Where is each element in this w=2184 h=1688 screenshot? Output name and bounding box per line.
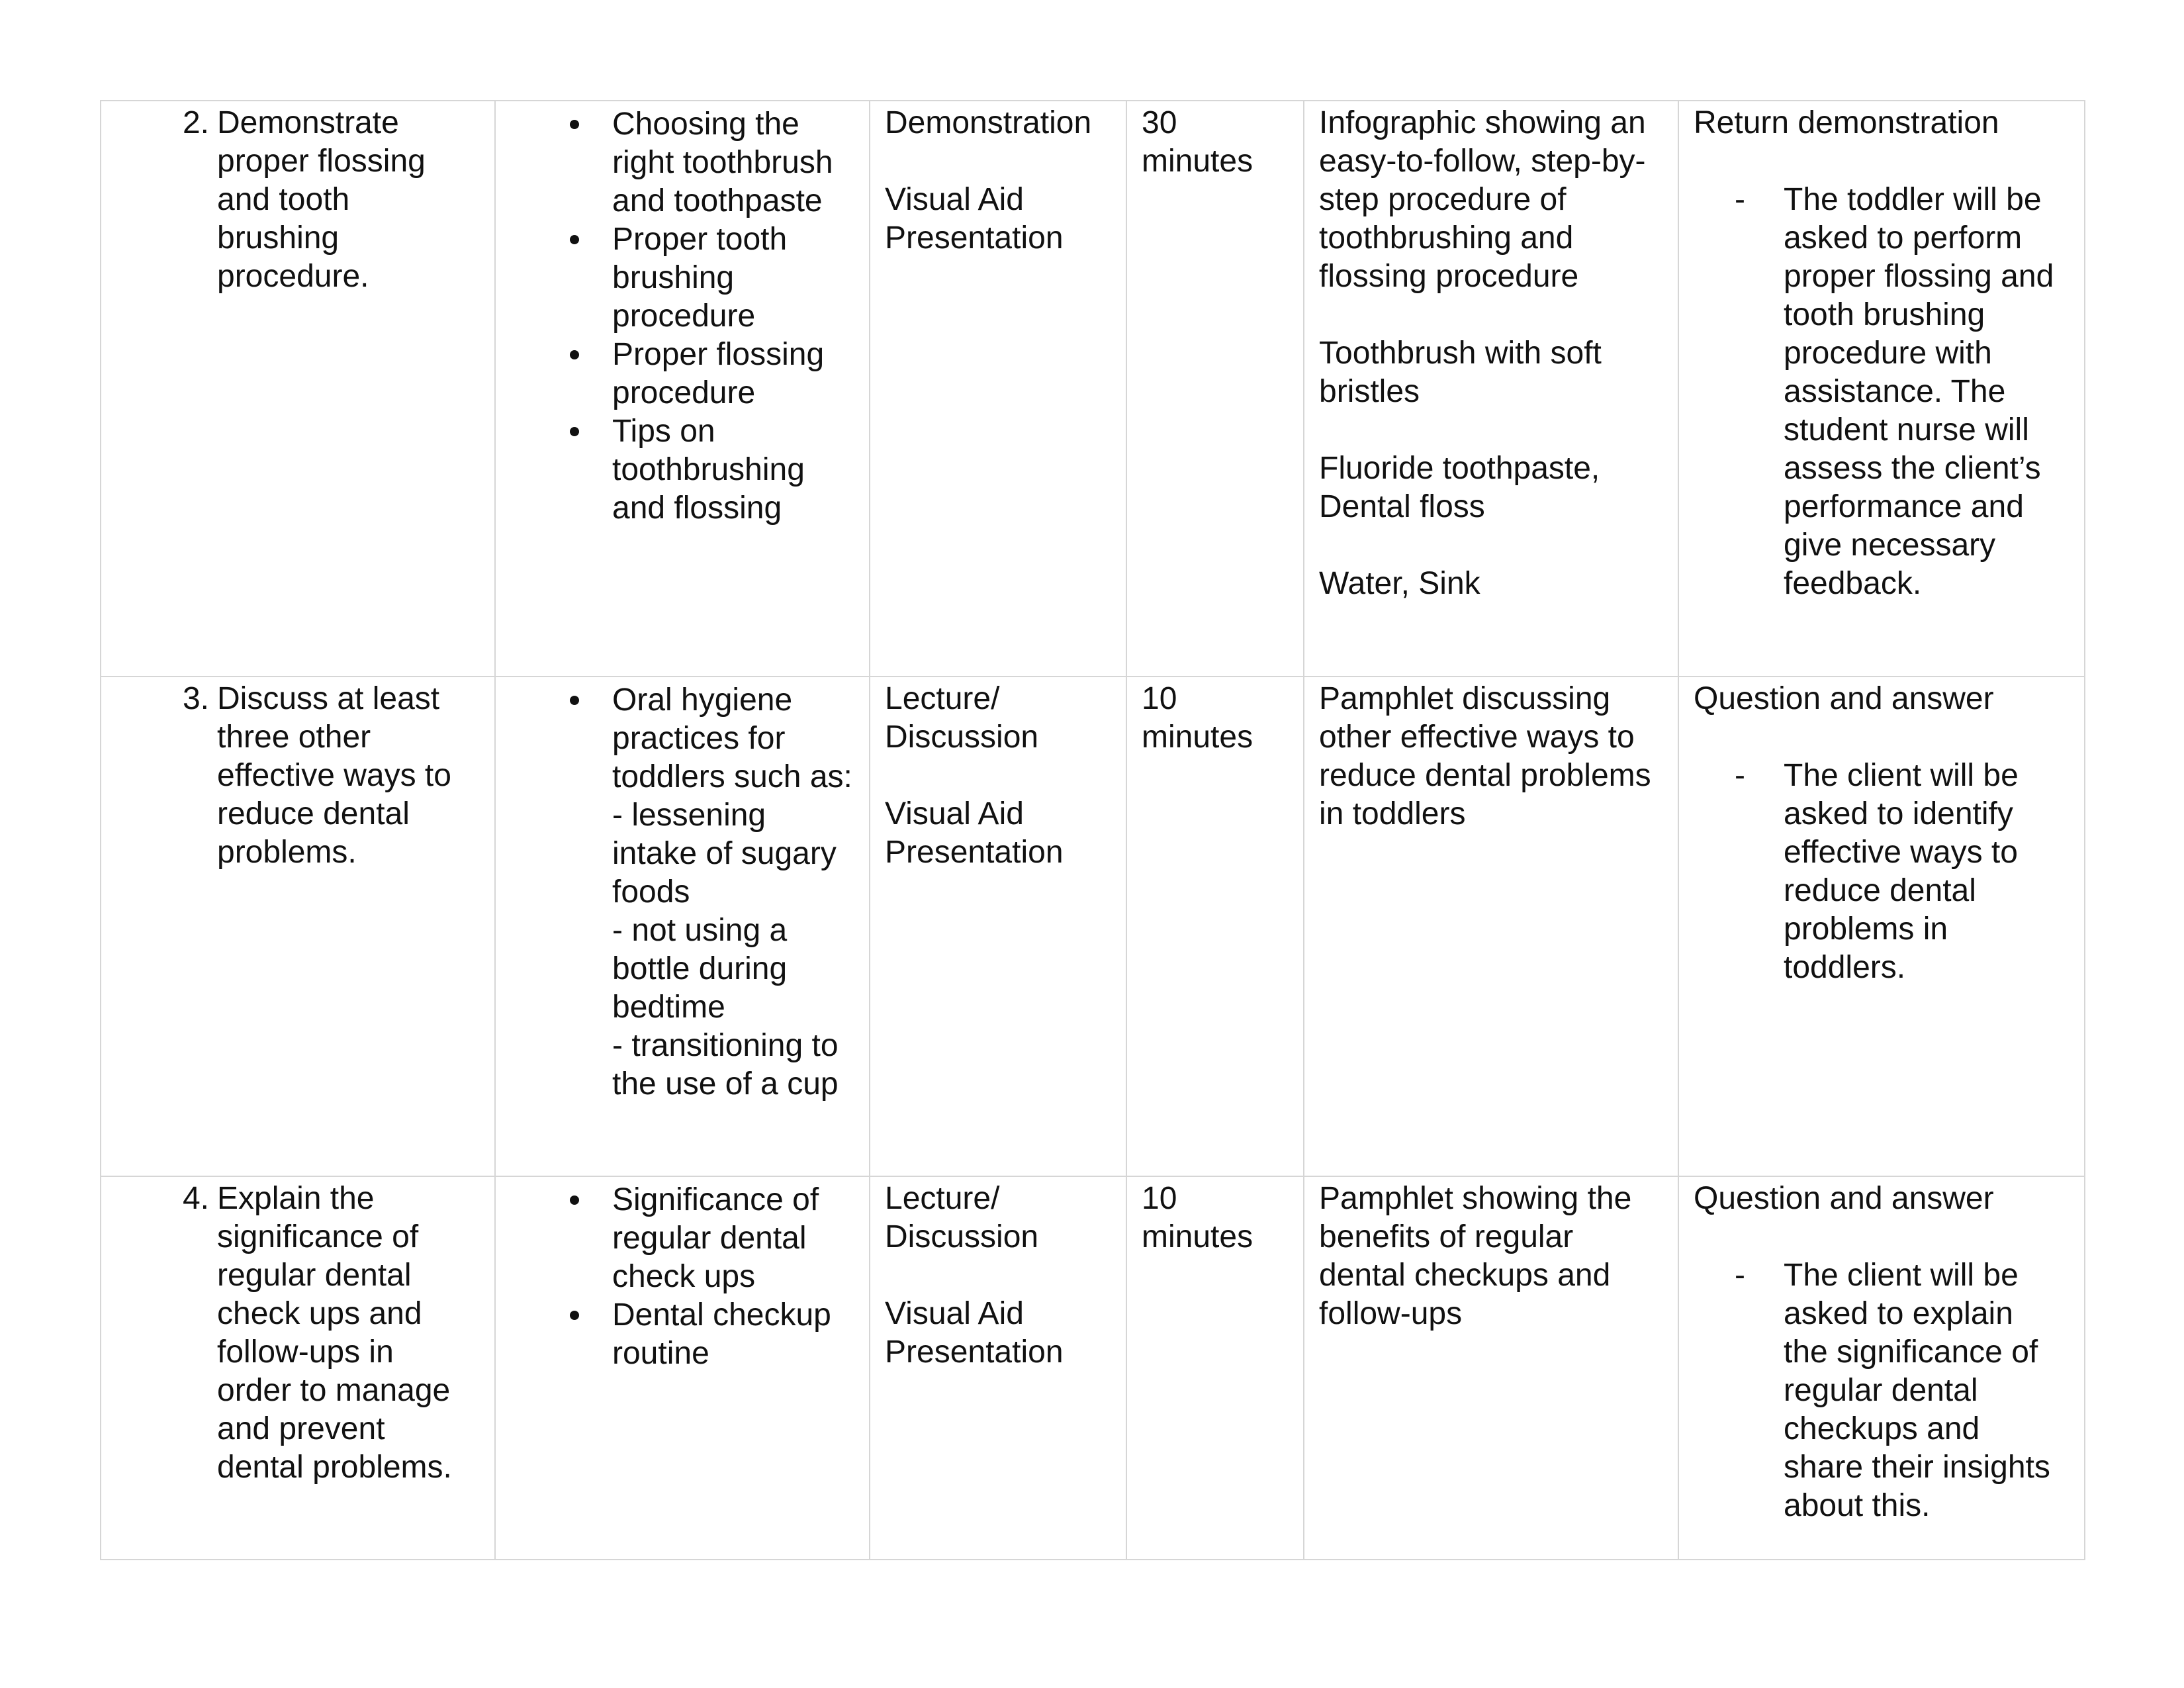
time-cell — [1126, 101, 1304, 677]
content-text: Oral hygiene practices for toddlers such as: — [612, 682, 852, 794]
time-cell — [1126, 677, 1304, 1176]
method-text: Demonstration — [885, 105, 1092, 140]
method-text: Lecture/ Discussion — [885, 1181, 1039, 1254]
content-text: Choosing the right toothbrush and toothpaste — [612, 107, 833, 218]
list-item — [496, 220, 856, 336]
objective-text: Discuss at least three other effective ways to reduce dental problems. — [217, 681, 451, 870]
content-subitem: - lessening intake of sugary foods — [612, 798, 837, 910]
resource-text: Pamphlet discussing other effective ways to reduce dental problems in toddlers — [1319, 681, 1651, 831]
objective-number: 2. — [182, 105, 209, 140]
objective-text: Explain the significance of regular dental check ups and follow-ups in order to manage and prevent dental problems. — [217, 1181, 452, 1485]
evaluation-text: The toddler will be asked to perform proper flossing and tooth brushing procedure with assistance. The student nurse will assess the client’s performance and give necessary feedback. — [1784, 182, 2054, 601]
method-text: Visual Aid Presentation — [885, 796, 1064, 870]
table-row — [101, 101, 2085, 677]
resource-text: Infographic showing an easy-to-follow, step-by-step procedure of toothbrushing and flossing procedure — [1319, 105, 1646, 294]
resource-text: Pamphlet showing the benefits of regular dental checkups and follow-ups — [1319, 1181, 1632, 1331]
objective-cell — [101, 677, 495, 1176]
teaching-plan-table — [100, 100, 2085, 1560]
method-cell — [870, 101, 1126, 677]
table-row — [101, 677, 2085, 1176]
evaluation-text: The client will be asked to identify effective ways to reduce dental problems in toddlers. — [1784, 758, 2019, 985]
time-cell — [1126, 1176, 1304, 1560]
content-cell — [495, 677, 870, 1176]
content-list — [496, 101, 869, 528]
content-subitem: - not using a bottle during bedtime — [612, 913, 788, 1025]
bullet-icon — [496, 105, 612, 220]
objective-number: 3. — [182, 681, 209, 716]
list-item — [496, 105, 856, 220]
objective-number: 4. — [182, 1181, 209, 1216]
content-text: Significance of regular dental check ups — [612, 1182, 819, 1294]
resource-text: Fluoride toothpaste, Dental floss — [1319, 451, 1600, 524]
method-cell — [870, 677, 1126, 1176]
resources-cell — [1304, 1176, 1678, 1560]
evaluation-cell — [1678, 1176, 2085, 1560]
content-subitem: - transitioning to the use of a cup — [612, 1028, 839, 1102]
method-text: Lecture/ Discussion — [885, 681, 1039, 755]
content-list — [496, 1177, 869, 1373]
bullet-icon — [496, 1296, 612, 1373]
bullet-icon — [496, 220, 612, 336]
objective-cell — [101, 101, 495, 677]
evaluation-title: Return demonstration — [1694, 105, 1999, 140]
content-text: Tips on toothbrushing and flossing — [612, 414, 805, 526]
resources-cell — [1304, 101, 1678, 677]
resources-cell — [1304, 677, 1678, 1176]
dash-marker: - — [1735, 182, 1745, 217]
method-text: Visual Aid Presentation — [885, 182, 1064, 256]
method-cell — [870, 1176, 1126, 1560]
method-text: Visual Aid Presentation — [885, 1296, 1064, 1370]
content-text: Proper tooth brushing procedure — [612, 222, 788, 334]
resource-text: Water, Sink — [1319, 566, 1480, 601]
evaluation-cell — [1678, 677, 2085, 1176]
evaluation-cell — [1678, 101, 2085, 677]
list-item — [496, 681, 856, 1103]
content-text: Dental checkup routine — [612, 1297, 831, 1371]
content-cell — [495, 101, 870, 677]
bullet-icon — [496, 1181, 612, 1296]
bullet-icon — [496, 681, 612, 1103]
resource-text: Toothbrush with soft bristles — [1319, 336, 1602, 409]
bullet-icon — [496, 336, 612, 412]
list-item — [496, 1181, 856, 1296]
content-text: Proper flossing procedure — [612, 337, 825, 410]
time-text: 10 minutes — [1142, 1181, 1253, 1254]
time-text: 10 minutes — [1142, 681, 1253, 755]
time-text: 30 minutes — [1142, 105, 1253, 179]
list-item — [496, 1296, 856, 1373]
content-cell — [495, 1176, 870, 1560]
list-item — [496, 412, 856, 528]
evaluation-title: Question and answer — [1694, 681, 1994, 716]
list-item — [496, 336, 856, 412]
evaluation-title: Question and answer — [1694, 1181, 1994, 1216]
content-list — [496, 677, 869, 1103]
objective-cell — [101, 1176, 495, 1560]
dash-marker: - — [1735, 758, 1745, 793]
table-row — [101, 1176, 2085, 1560]
evaluation-text: The client will be asked to explain the significance of regular dental checkups and share their insights about this. — [1784, 1258, 2050, 1523]
dash-marker: - — [1735, 1258, 1745, 1293]
bullet-icon — [496, 412, 612, 528]
objective-text: Demonstrate proper flossing and tooth brushing procedure. — [217, 105, 426, 294]
